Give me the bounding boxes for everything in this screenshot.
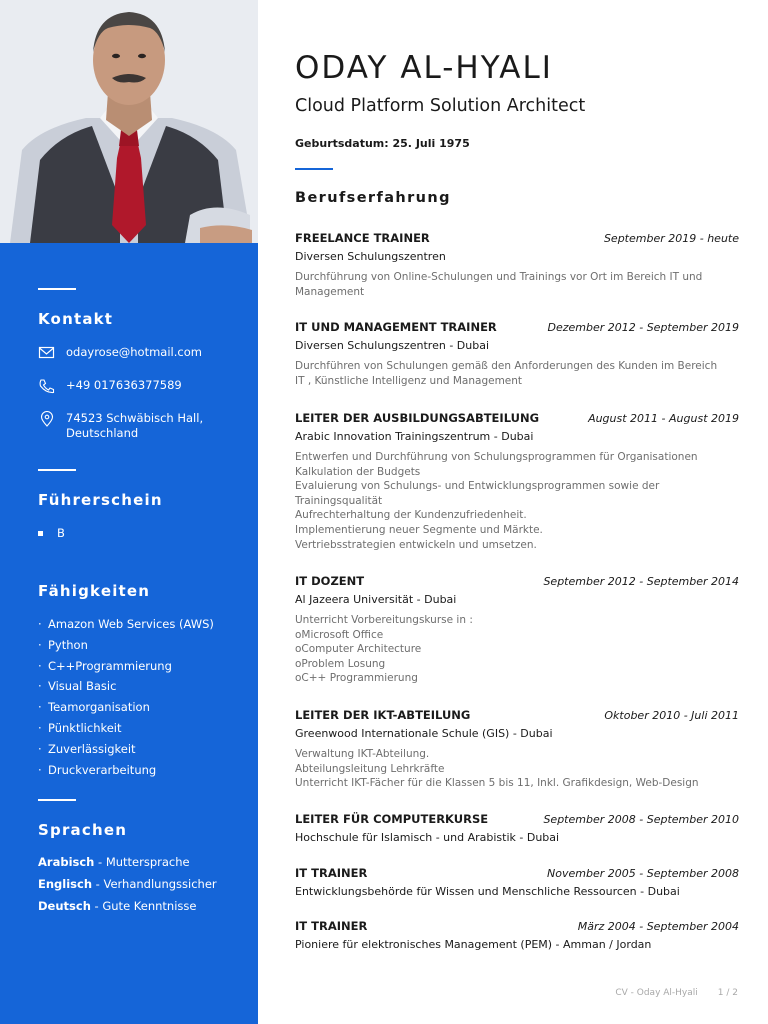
language-item: Arabisch - Muttersprache [38,855,190,869]
accent-divider [295,168,333,170]
job-title: IT TRAINER [295,919,368,933]
license-value: B [57,526,65,540]
job-role: Cloud Platform Solution Architect [295,96,586,116]
birth-date: Geburtsdatum: 25. Juli 1975 [295,137,470,150]
job-entry [295,812,739,849]
languages-heading: Sprachen [38,821,128,839]
job-date: September 2008 - September 2010 [543,813,739,826]
job-title: IT TRAINER [295,866,368,880]
job-date: September 2019 - heute [603,232,739,245]
sidebar [0,0,258,1024]
job-entry [295,411,739,552]
skill-item: · Zuverlässigkeit [38,741,136,756]
person-name: ODAY AL-HYALI [295,50,553,86]
job-description: Entwerfen und Durchführung von Schulungsprogrammen für Organisationen Kalkulation der Budgets Evaluierung von Schulungs- und Entwicklungsprogrammen sowie der Trainingsqualität Aufrechterhaltung der Kundenzufriedenheit. Implementierung neuer Segmente und Märkte. Vertriebsstrategien entwickeln und umsetzen. [295,451,698,551]
job-date: März 2004 - September 2004 [577,920,739,933]
skills-heading: Fähigkeiten [38,582,151,600]
skill-item: · Druckverarbeitung [38,762,157,777]
divider [38,288,76,290]
mail-icon [38,345,56,361]
job-date: November 2005 - September 2008 [547,867,739,880]
location-pin-icon [38,411,56,427]
job-date: Dezember 2012 - September 2019 [547,321,739,334]
job-title: IT UND MANAGEMENT TRAINER [295,320,497,334]
phone-row[interactable] [38,378,182,394]
address-text: 74523 Schwäbisch Hall, Deutschland [66,411,204,440]
experience-heading: Berufserfahrung [295,190,451,206]
job-description: Durchführen von Schulungen gemäß den Anforderungen des Kunden im Bereich IT , Künstliche Intelligenz und Management [295,360,718,387]
job-organization: Pioniere für elektronisches Management (PEM) - Amman / Jordan [295,938,652,951]
job-date: September 2012 - September 2014 [543,575,739,588]
skill-item: · Python [38,637,88,652]
language-item: Deutsch - Gute Kenntnisse [38,899,197,913]
license-item [38,526,65,540]
skills-list [38,616,214,782]
job-title: LEITER FÜR COMPUTERKURSE [295,812,489,826]
job-organization: Arabic Innovation Trainingszentrum - Dubai [295,430,534,443]
skill-item: · Amazon Web Services (AWS) [38,617,214,631]
job-title: LEITER DER IKT-ABTEILUNG [295,708,471,722]
job-title: IT DOZENT [295,574,365,588]
job-entry [295,919,739,956]
job-organization: Greenwood Internationale Schule (GIS) - Dubai [295,727,553,740]
profile-photo [0,0,258,243]
address-row [38,411,203,441]
contact-heading: Kontakt [38,310,114,328]
job-entry [295,574,739,686]
job-description: Unterricht Vorbereitungskurse in : oMicrosoft Office oComputer Architecture oProblem Losung oC++ Programmierung [295,614,473,685]
skill-item: · C++Programmierung [38,658,172,673]
job-entry [295,866,739,903]
language-item: Englisch - Verhandlungssicher [38,877,217,891]
job-organization: Al Jazeera Universität - Dubai [295,593,457,606]
job-description: Durchführung von Online-Schulungen und Trainings vor Ort im Bereich IT und Management [295,271,703,298]
skill-item: · Teamorganisation [38,700,150,715]
divider [38,469,76,471]
job-entry [295,320,739,388]
divider [38,799,76,801]
job-date: August 2011 - August 2019 [588,412,739,425]
job-entry [295,231,739,299]
page-number: 1 / 2 [717,988,738,998]
job-description: Verwaltung IKT-Abteilung. Abteilungsleitung Lehrkräfte Unterricht IKT-Fächer für die Klassen 5 bis 11, Inkl. Grafikdesign, Web-Design [295,748,699,790]
footer-label: CV - Oday Al-Hyali [615,988,698,998]
job-organization: Diversen Schulungszentren - Dubai [295,339,490,352]
page-footer [615,988,738,998]
languages-list [38,854,217,920]
phone-text[interactable]: +49 017636377589 [66,378,182,392]
job-title: LEITER DER AUSBILDUNGSABTEILUNG [295,411,540,425]
license-heading: Führerschein [38,491,163,509]
bullet-square-icon [38,531,43,536]
job-title: FREELANCE TRAINER [295,231,430,245]
job-organization: Entwicklungsbehörde für Wissen und Menschliche Ressourcen - Dubai [295,885,680,898]
job-organization: Hochschule für Islamisch - und Arabistik - Dubai [295,831,560,844]
job-organization: Diversen Schulungszentren [295,250,446,263]
skill-item: · Visual Basic [38,679,117,694]
skill-item: · Pünktlichkeit [38,720,122,735]
email-row[interactable] [38,345,202,361]
phone-icon [38,378,56,394]
email-text[interactable]: odayrose@hotmail.com [66,345,202,359]
job-date: Oktober 2010 - Juli 2011 [604,709,739,722]
job-entry [295,708,739,791]
